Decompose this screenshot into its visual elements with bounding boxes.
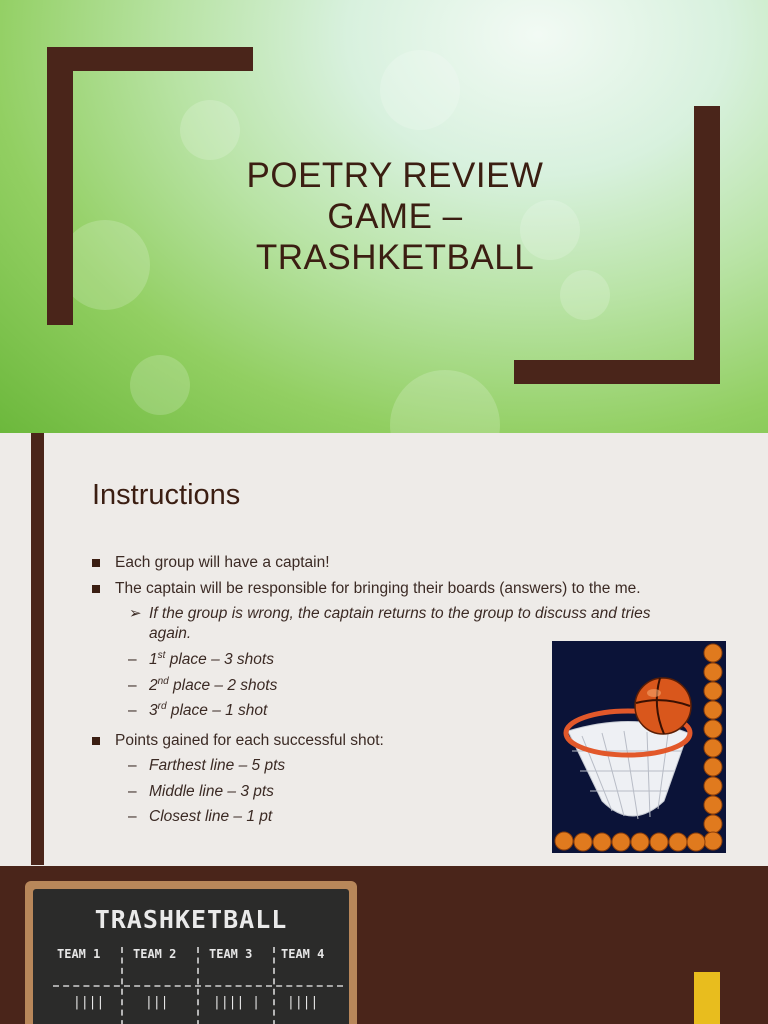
tally-marks: ||| bbox=[145, 995, 169, 1010]
dash-bullet-icon: – bbox=[128, 808, 137, 825]
bokeh-light bbox=[60, 220, 150, 310]
bokeh-light bbox=[180, 100, 240, 160]
place-text: 3rd place – 1 shot bbox=[149, 700, 268, 719]
dash-bullet-icon: – bbox=[128, 676, 137, 694]
corner-bracket-bottom-right bbox=[514, 360, 720, 384]
place-text: 1st place – 3 shots bbox=[149, 649, 274, 668]
bullet-text: Each group will have a captain! bbox=[115, 554, 330, 571]
tally-marks: |||| | bbox=[213, 995, 260, 1010]
team-label: TEAM 1 bbox=[57, 947, 101, 961]
accent-bar-yellow bbox=[694, 972, 720, 1024]
sub-bullet-text: If the group is wrong, the captain returns to the group to discuss and tries again. bbox=[149, 605, 651, 642]
bullet-text: The captain will be responsible for bringing their boards (answers) to the me. bbox=[115, 579, 641, 597]
slide-title-line: POETRY REVIEW bbox=[246, 156, 544, 195]
chalk-divider bbox=[53, 985, 343, 987]
scoreboard-slide bbox=[0, 866, 768, 1024]
instructions-heading: Instructions bbox=[92, 479, 241, 511]
arrow-bullet-icon: ➢ bbox=[129, 605, 142, 622]
list-item bbox=[92, 579, 712, 605]
dash-bullet-icon: – bbox=[128, 782, 137, 800]
bokeh-light bbox=[130, 355, 190, 415]
corner-bracket-top-left bbox=[47, 47, 73, 325]
chalkboard-title: TRASHKETBALL bbox=[94, 905, 288, 934]
line-points-text: Farthest line – 5 pts bbox=[149, 757, 286, 774]
team-label: TEAM 2 bbox=[133, 947, 177, 961]
dash-bullet-icon: – bbox=[128, 757, 137, 774]
square-bullet-icon bbox=[92, 737, 100, 745]
team-label: TEAM 3 bbox=[209, 947, 253, 961]
dash-bullet-icon: – bbox=[128, 651, 137, 668]
basketball-hoop-icon bbox=[552, 641, 726, 853]
chalkboard-image bbox=[25, 881, 357, 1024]
corner-bracket-bottom-right bbox=[694, 106, 720, 384]
slide-title-line: GAME – bbox=[327, 197, 463, 236]
place-text: 2nd place – 2 shots bbox=[149, 675, 278, 694]
chalkboard bbox=[33, 889, 349, 1024]
team-label: TEAM 4 bbox=[281, 947, 325, 961]
basketball-hoop-image bbox=[552, 641, 726, 853]
slide-title-line: TRASHKETBALL bbox=[255, 238, 535, 277]
dash-bullet-icon: – bbox=[128, 702, 137, 719]
square-bullet-icon bbox=[92, 585, 100, 593]
tally-marks: |||| bbox=[73, 995, 105, 1010]
tally-marks: |||| bbox=[287, 995, 319, 1010]
title-slide bbox=[0, 0, 768, 433]
line-points-text: Closest line – 1 pt bbox=[149, 808, 273, 825]
corner-bracket-top-left bbox=[47, 47, 253, 71]
bokeh-light bbox=[380, 50, 460, 130]
square-bullet-icon bbox=[92, 559, 100, 567]
bokeh-light bbox=[390, 370, 500, 433]
list-item bbox=[92, 553, 712, 579]
slide-title bbox=[200, 155, 590, 278]
line-points-text: Middle line – 3 pts bbox=[149, 782, 274, 800]
bullet-text: Points gained for each successful shot: bbox=[115, 731, 384, 749]
left-accent-bar bbox=[31, 433, 44, 865]
instructions-slide bbox=[0, 433, 768, 866]
